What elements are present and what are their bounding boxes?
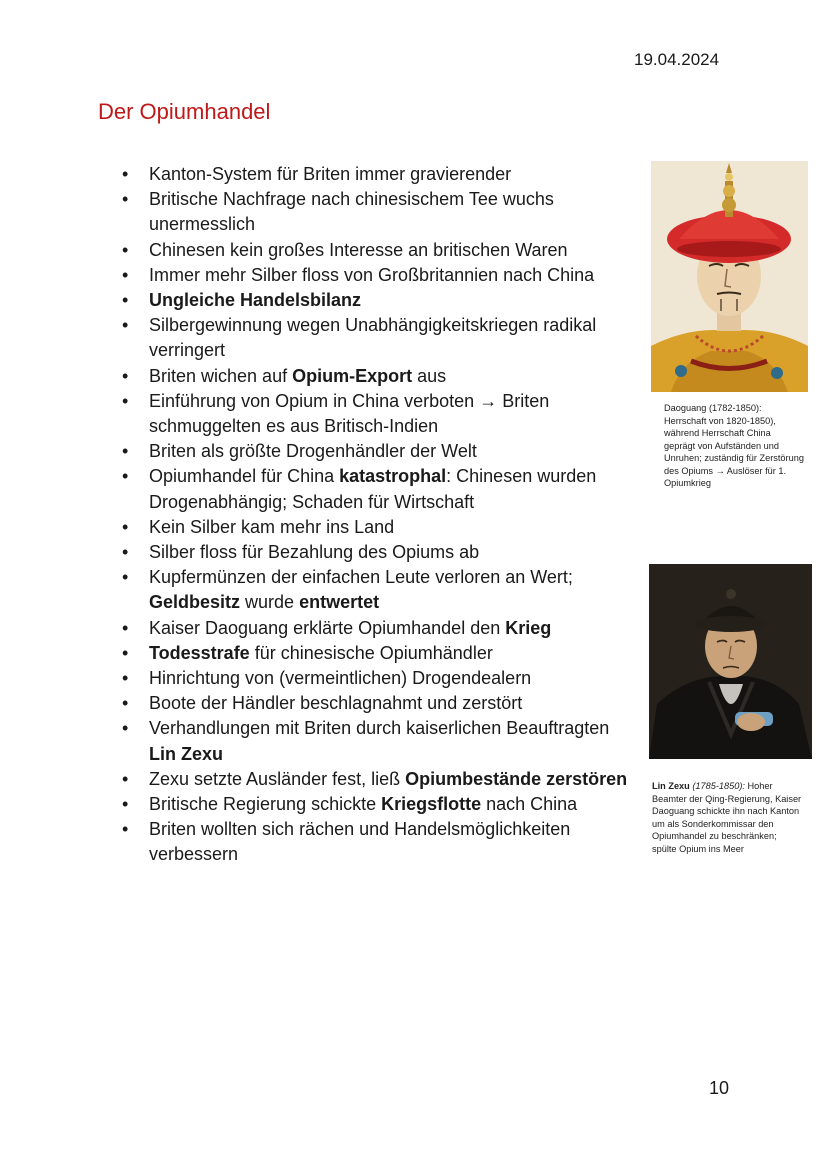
bullet-bold-text: Krieg bbox=[505, 617, 552, 638]
bullet-bold-text: Opiumbestände zerstören bbox=[405, 768, 628, 789]
lin-zexu-caption-name: Lin Zexu bbox=[652, 781, 690, 791]
bullet-text: Silber floss für Bezahlung des Opiums ab bbox=[149, 542, 480, 563]
bullet-item bbox=[122, 716, 637, 766]
bullet-item bbox=[122, 540, 637, 565]
bullet-item bbox=[122, 162, 637, 187]
lin-zexu-caption-text: Hoher Beamter der Qing-Regierung, Kaiser Daoguang schickte ihn nach Kanton um als Sonderkommissar den Opiumhandel zu beschränken; spülte Opium ins Meer bbox=[652, 781, 802, 854]
daoguang-caption: Daoguang (1782-1850): Herrschaft von 1820-1850), während Herrschaft China geprägt von Aufständen und Unruhen; zuständig für Zerstörung des Opiums → Auslöser für 1. Opiumkrieg bbox=[664, 403, 804, 488]
bullet-text: wurde bbox=[240, 592, 300, 613]
bullet-item bbox=[122, 515, 637, 540]
bullet-item bbox=[122, 691, 637, 716]
bullet-item bbox=[122, 288, 637, 313]
document-date: 19.04.2024 bbox=[634, 50, 720, 69]
bullet-text: Kaiser Daoguang erklärte Opiumhandel den bbox=[149, 617, 506, 638]
bullet-text: Boote der Händler beschlagnahmt und zerstört bbox=[149, 693, 523, 714]
page-title: Der Opiumhandel bbox=[98, 99, 271, 124]
bullet-item bbox=[122, 565, 637, 615]
bullet-item bbox=[122, 666, 637, 691]
bullet-item bbox=[122, 263, 637, 288]
bullet-text: Silbergewinnung wegen Unabhängigkeitskriegen radikal verringert bbox=[149, 315, 597, 361]
bullet-item bbox=[122, 641, 637, 666]
bullet-item bbox=[122, 464, 637, 514]
bullet-bold-text: Ungleiche Handelsbilanz bbox=[149, 290, 362, 311]
page-number: 10 bbox=[709, 1078, 730, 1098]
bullet-bold-text: Lin Zexu bbox=[149, 743, 224, 764]
bullet-text: Kein Silber kam mehr ins Land bbox=[149, 516, 395, 537]
bullet-text: Britische Regierung schickte bbox=[149, 794, 382, 815]
bullet-text: : Chinesen wurden Drogenabhängig; Schaden für Wirtschaft bbox=[149, 466, 597, 512]
bullet-text: Zexu setzte Ausländer fest, ließ bbox=[149, 768, 406, 789]
bullet-item bbox=[122, 389, 637, 439]
bullet-text: Briten als größte Drogenhändler der Welt bbox=[149, 441, 477, 462]
bullet-text: Chinesen kein großes Interesse an britischen Waren bbox=[149, 239, 568, 260]
bullet-item bbox=[122, 792, 637, 817]
bullet-text: Kanton-System für Briten immer gravierender bbox=[149, 164, 512, 184]
bullet-item bbox=[122, 439, 637, 464]
bullet-item bbox=[122, 313, 637, 363]
bullet-text: Briten wichen auf bbox=[149, 365, 293, 386]
bullet-text: aus bbox=[412, 365, 447, 386]
bullet-text: Hinrichtung von (vermeintlichen) Drogendealern bbox=[149, 668, 532, 689]
bullet-item bbox=[122, 767, 637, 792]
bullet-bold-text: Kriegsflotte bbox=[381, 794, 482, 815]
bullet-text: Briten wollten sich rächen und Handelsmöglichkeiten verbessern bbox=[149, 819, 571, 865]
bullet-item bbox=[122, 187, 637, 237]
lin-zexu-caption-years: (1785-1850): bbox=[692, 781, 745, 791]
bullet-bold-text: katastrophal bbox=[339, 466, 447, 487]
bullet-text: Verhandlungen mit Briten durch kaiserlichen Beauftragten bbox=[149, 718, 610, 739]
bullet-text: Einführung von Opium in China verboten → Briten schmuggelten es aus Britisch-Indien bbox=[149, 390, 550, 437]
bullet-bold-text: entwertet bbox=[299, 592, 380, 613]
lin-zexu-portrait bbox=[649, 564, 812, 759]
lin-zexu-caption bbox=[652, 780, 802, 855]
bullet-item bbox=[122, 238, 637, 263]
bullet-text: für chinesische Opiumhändler bbox=[249, 642, 493, 663]
bullet-text: Kupfermünzen der einfachen Leute verloren an Wert; bbox=[149, 567, 573, 588]
bullet-text: nach China bbox=[481, 794, 578, 815]
bullet-text: Immer mehr Silber floss von Großbritannien nach China bbox=[149, 264, 595, 285]
bullet-bold-text: Todesstrafe bbox=[149, 642, 250, 663]
bullet-text: Opiumhandel für China bbox=[149, 466, 340, 487]
bullet-list bbox=[122, 162, 637, 868]
daoguang-portrait bbox=[651, 161, 808, 392]
bullet-item bbox=[122, 616, 637, 641]
bullet-bold-text: Geldbesitz bbox=[149, 592, 241, 613]
bullet-item bbox=[122, 364, 637, 389]
bullet-text: Britische Nachfrage nach chinesischem Tee wuchs unermesslich bbox=[149, 189, 554, 235]
bullet-bold-text: Opium-Export bbox=[292, 365, 413, 386]
bullet-item bbox=[122, 817, 637, 867]
